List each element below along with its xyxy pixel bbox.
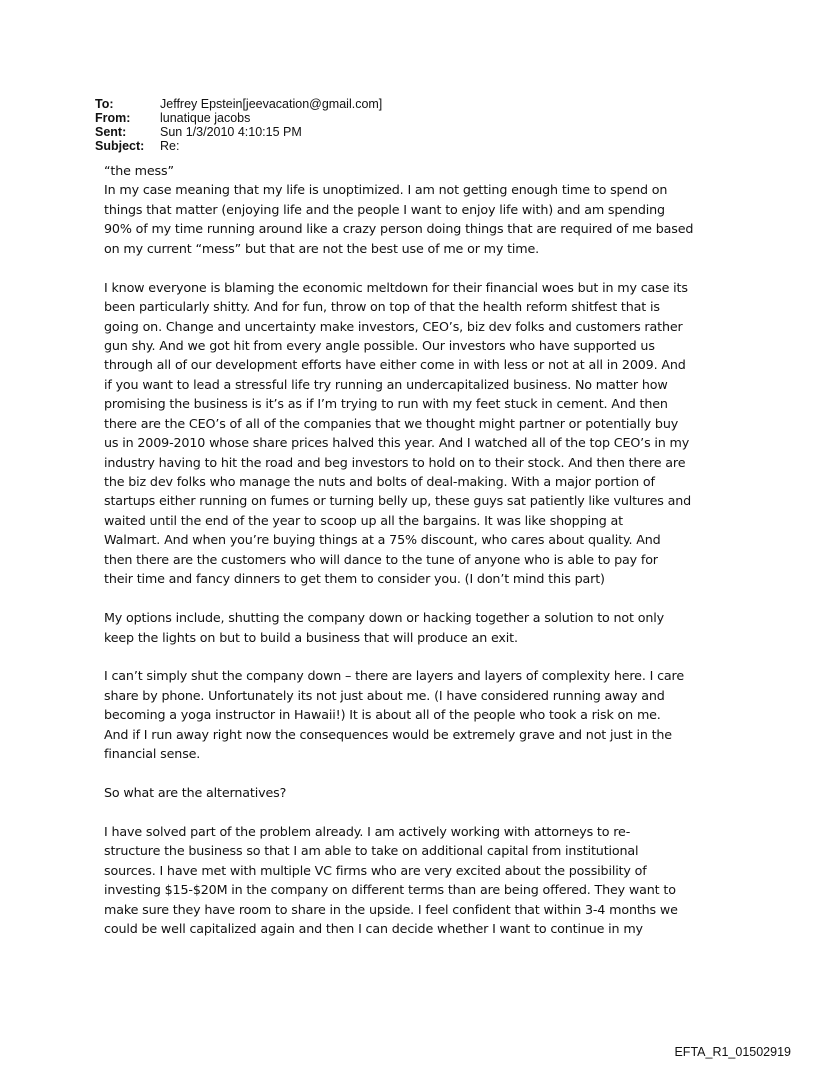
sent-value: Sun 1/3/2010 4:10:15 PM [160,125,302,139]
from-value: lunatique jacobs [160,111,251,125]
to-label: To: [95,97,114,111]
body-line: there are the CEO’s of all of the companies that we thought might partner or potentially buy [104,415,679,431]
body-line: gun shy. And we got hit from every angle possible. Our investors who have supported us [104,337,655,353]
body-line: the biz dev folks who manage the nuts and bolts of deal-making. With a major portion of [104,474,655,489]
from-row [95,111,382,125]
body-line: share by phone. Unfortunately its not just about me. (I have considered running away and [104,687,665,703]
body-line: sources. I have met with multiple VC firms who are very excited about the possibility of [104,862,647,878]
body-paragraph [104,783,724,802]
body-line: So what are the alternatives? [104,785,287,800]
to-row [95,97,382,111]
document-id: EFTA_R1_01502919 [674,1045,791,1059]
email-header [95,97,382,153]
body-line: structure the business so that I am able to take on additional capital from institutional [104,843,639,859]
body-line: industry having to hit the road and beg investors to hold on to their stock. And then there are [104,454,686,470]
sent-row [95,125,382,139]
body-line: becoming a yoga instructor in Hawaii!) It is about all of the people who took a risk on me. [104,707,661,723]
body-line: financial sense. [104,746,201,762]
body-line: keep the lights on but to build a business that will produce an exit. [104,629,518,645]
body-line: My options include, shutting the company down or hacking together a solution to not only [104,610,664,626]
body-line: things that matter (enjoying life and the people I want to enjoy life with) and am spending [104,201,665,217]
sent-label: Sent: [95,125,127,139]
body-line: promising the business is it’s as if I’m trying to run with my feet stuck in cement. And then [104,396,668,412]
body-line: “the mess” [104,163,174,178]
body-line: been particularly shitty. And for fun, throw on top of that the health reform shitfest that is [104,299,660,315]
body-line: if you want to lead a stressful life try running an undercapitalized business. No matter how [104,376,668,392]
to-value: Jeffrey Epstein[jeevacation@gmail.com] [160,97,383,111]
email-body [104,161,724,958]
body-paragraph [104,666,724,763]
body-line: I have solved part of the problem already. I am actively working with attorneys to re- [104,823,631,839]
body-line: us in 2009-2010 whose share prices halved this year. And I watched all of the top CEO’s in my [104,435,690,451]
from-label: From: [95,111,131,125]
body-line: going on. Change and uncertainty make investors, CEO’s, biz dev folks and customers rather [104,318,683,334]
subject-label: Subject: [95,139,145,153]
body-line: I know everyone is blaming the economic meltdown for their financial woes but in my case its [104,279,688,295]
body-line: could be well capitalized again and then I can decide whether I want to continue in my [104,921,643,937]
body-line: And if I run away right now the consequences would be extremely grave and not just in the [104,726,672,742]
body-paragraph [104,608,724,647]
subject-row [95,139,382,153]
body-paragraph [104,822,724,939]
body-line: make sure they have room to share in the upside. I feel confident that within 3-4 months we [104,901,678,917]
body-paragraph [104,161,724,258]
body-line: on my current “mess” but that are not the best use of me or my time. [104,240,540,256]
body-line: startups either running on fumes or turning belly up, these guys sat patiently like vultures and [104,493,692,509]
body-line: their time and fancy dinners to get them to consider you. (I don’t mind this part) [104,571,605,587]
body-line: investing $15-$20M in the company on different terms than are being offered. They want to [104,882,676,898]
body-line: through all of our development efforts have either come in with less or not at all in 2009. And [104,357,686,373]
body-line: then there are the customers who will dance to the tune of anyone who is able to pay for [104,551,658,567]
body-line: In my case meaning that my life is unoptimized. I am not getting enough time to spend on [104,182,668,198]
body-line: 90% of my time running around like a crazy person doing things that are required of me based [104,221,694,237]
body-paragraph [104,278,724,589]
subject-value: Re: [160,139,180,153]
body-line: waited until the end of the year to scoop up all the bargains. It was like shopping at [104,512,623,528]
body-line: I can’t simply shut the company down – there are layers and layers of complexity here. I care [104,668,684,684]
body-line: Walmart. And when you’re buying things at a 75% discount, who cares about quality. And [104,532,661,548]
